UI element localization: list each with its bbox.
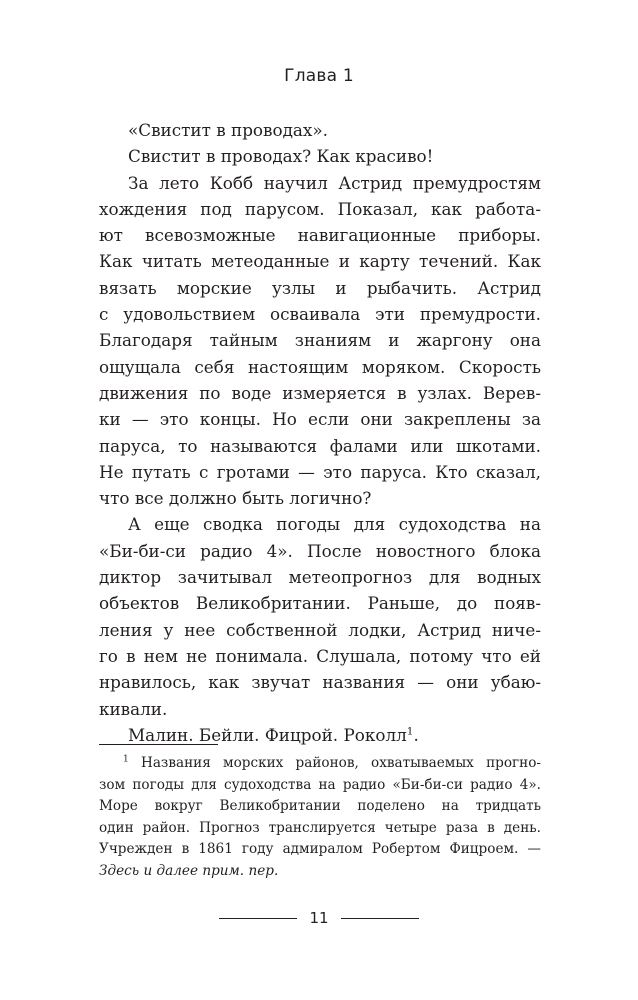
text-line: Не путать с гротами — это паруса. Кто сказал, xyxy=(99,461,541,482)
text-line: кивали. xyxy=(99,698,168,719)
footnote-line: Учрежден в 1861 году адмиралом Робертом Фицроем. — xyxy=(99,841,541,858)
text-line: го в нем не понимала. Слушала, потому что ей xyxy=(99,645,541,666)
text-line: А еще сводка погоды для судоходства на xyxy=(128,514,541,535)
footnote-divider xyxy=(99,744,218,745)
running-header: Глава 1 xyxy=(284,66,354,86)
period: . xyxy=(413,724,419,745)
folio-rule-left xyxy=(219,918,297,919)
text-line: с удовольствием осваивала эти премудрости. xyxy=(99,304,541,325)
text-line: «Би-би-си радио 4». После новостного блока xyxy=(99,540,541,561)
text-line: нравилось, как звучат названия — они убаю- xyxy=(99,672,541,693)
footnote xyxy=(99,753,541,883)
footnote-reference[interactable]: 1 xyxy=(406,725,414,738)
text-line: ют всевозможные навигационные приборы. xyxy=(99,225,541,246)
footnote-number: 1 xyxy=(123,754,129,765)
text-line: «Свистит в проводах». xyxy=(128,120,328,140)
text-line: Как читать метеоданные и карту течений. Как xyxy=(99,251,541,272)
footnote-line: Море вокруг Великобритании поделено на тридцать xyxy=(99,798,541,815)
page-folio xyxy=(0,909,638,927)
text-line: паруса, то называются фалами или шкотами. xyxy=(99,435,541,456)
footnote-line xyxy=(99,753,541,775)
footnote-note-end: Здесь и далее прим. пер. xyxy=(99,862,279,879)
folio-rule-right xyxy=(341,918,419,919)
text-line: ощущала себя настоящим моряком. Скорость xyxy=(99,356,541,377)
text-line: хождения под парусом. Показал, как работа- xyxy=(99,198,541,219)
footnote-line: зом погоды для судоходства на радио «Би-би-си радио 4». xyxy=(99,776,541,793)
text-line-content: Малин. Бейли. Фицрой. Роколл xyxy=(128,724,407,745)
text-line: диктор зачитывал метеопрогноз для водных xyxy=(99,567,541,588)
text-line: ления у нее собственной лодки, Астрид ниче- xyxy=(99,619,541,640)
text-line: ки — это концы. Но если они закреплены за xyxy=(99,409,541,430)
text-line: объектов Великобритании. Раньше, до появ- xyxy=(99,593,541,614)
text-line: Благодаря тайным знаниям и жаргону она xyxy=(99,330,541,351)
text-line: За лето Кобб научил Астрид премудростям xyxy=(128,172,541,193)
text-line: что все должно быть логично? xyxy=(99,488,372,509)
text-line: вязать морские узлы и рыбачить. Астрид xyxy=(99,277,541,298)
footnote-line: один район. Прогноз транслируется четыре раза в день. xyxy=(99,819,541,836)
text-line: движения по воде измеряется в узлах. Верев- xyxy=(99,382,541,403)
text-line: Свистит в проводах? Как красиво! xyxy=(128,146,434,167)
page-number: 11 xyxy=(309,909,329,927)
main-text xyxy=(99,117,541,748)
footnote-line-content: Названия морских районов, охватываемых прогно- xyxy=(140,755,541,771)
